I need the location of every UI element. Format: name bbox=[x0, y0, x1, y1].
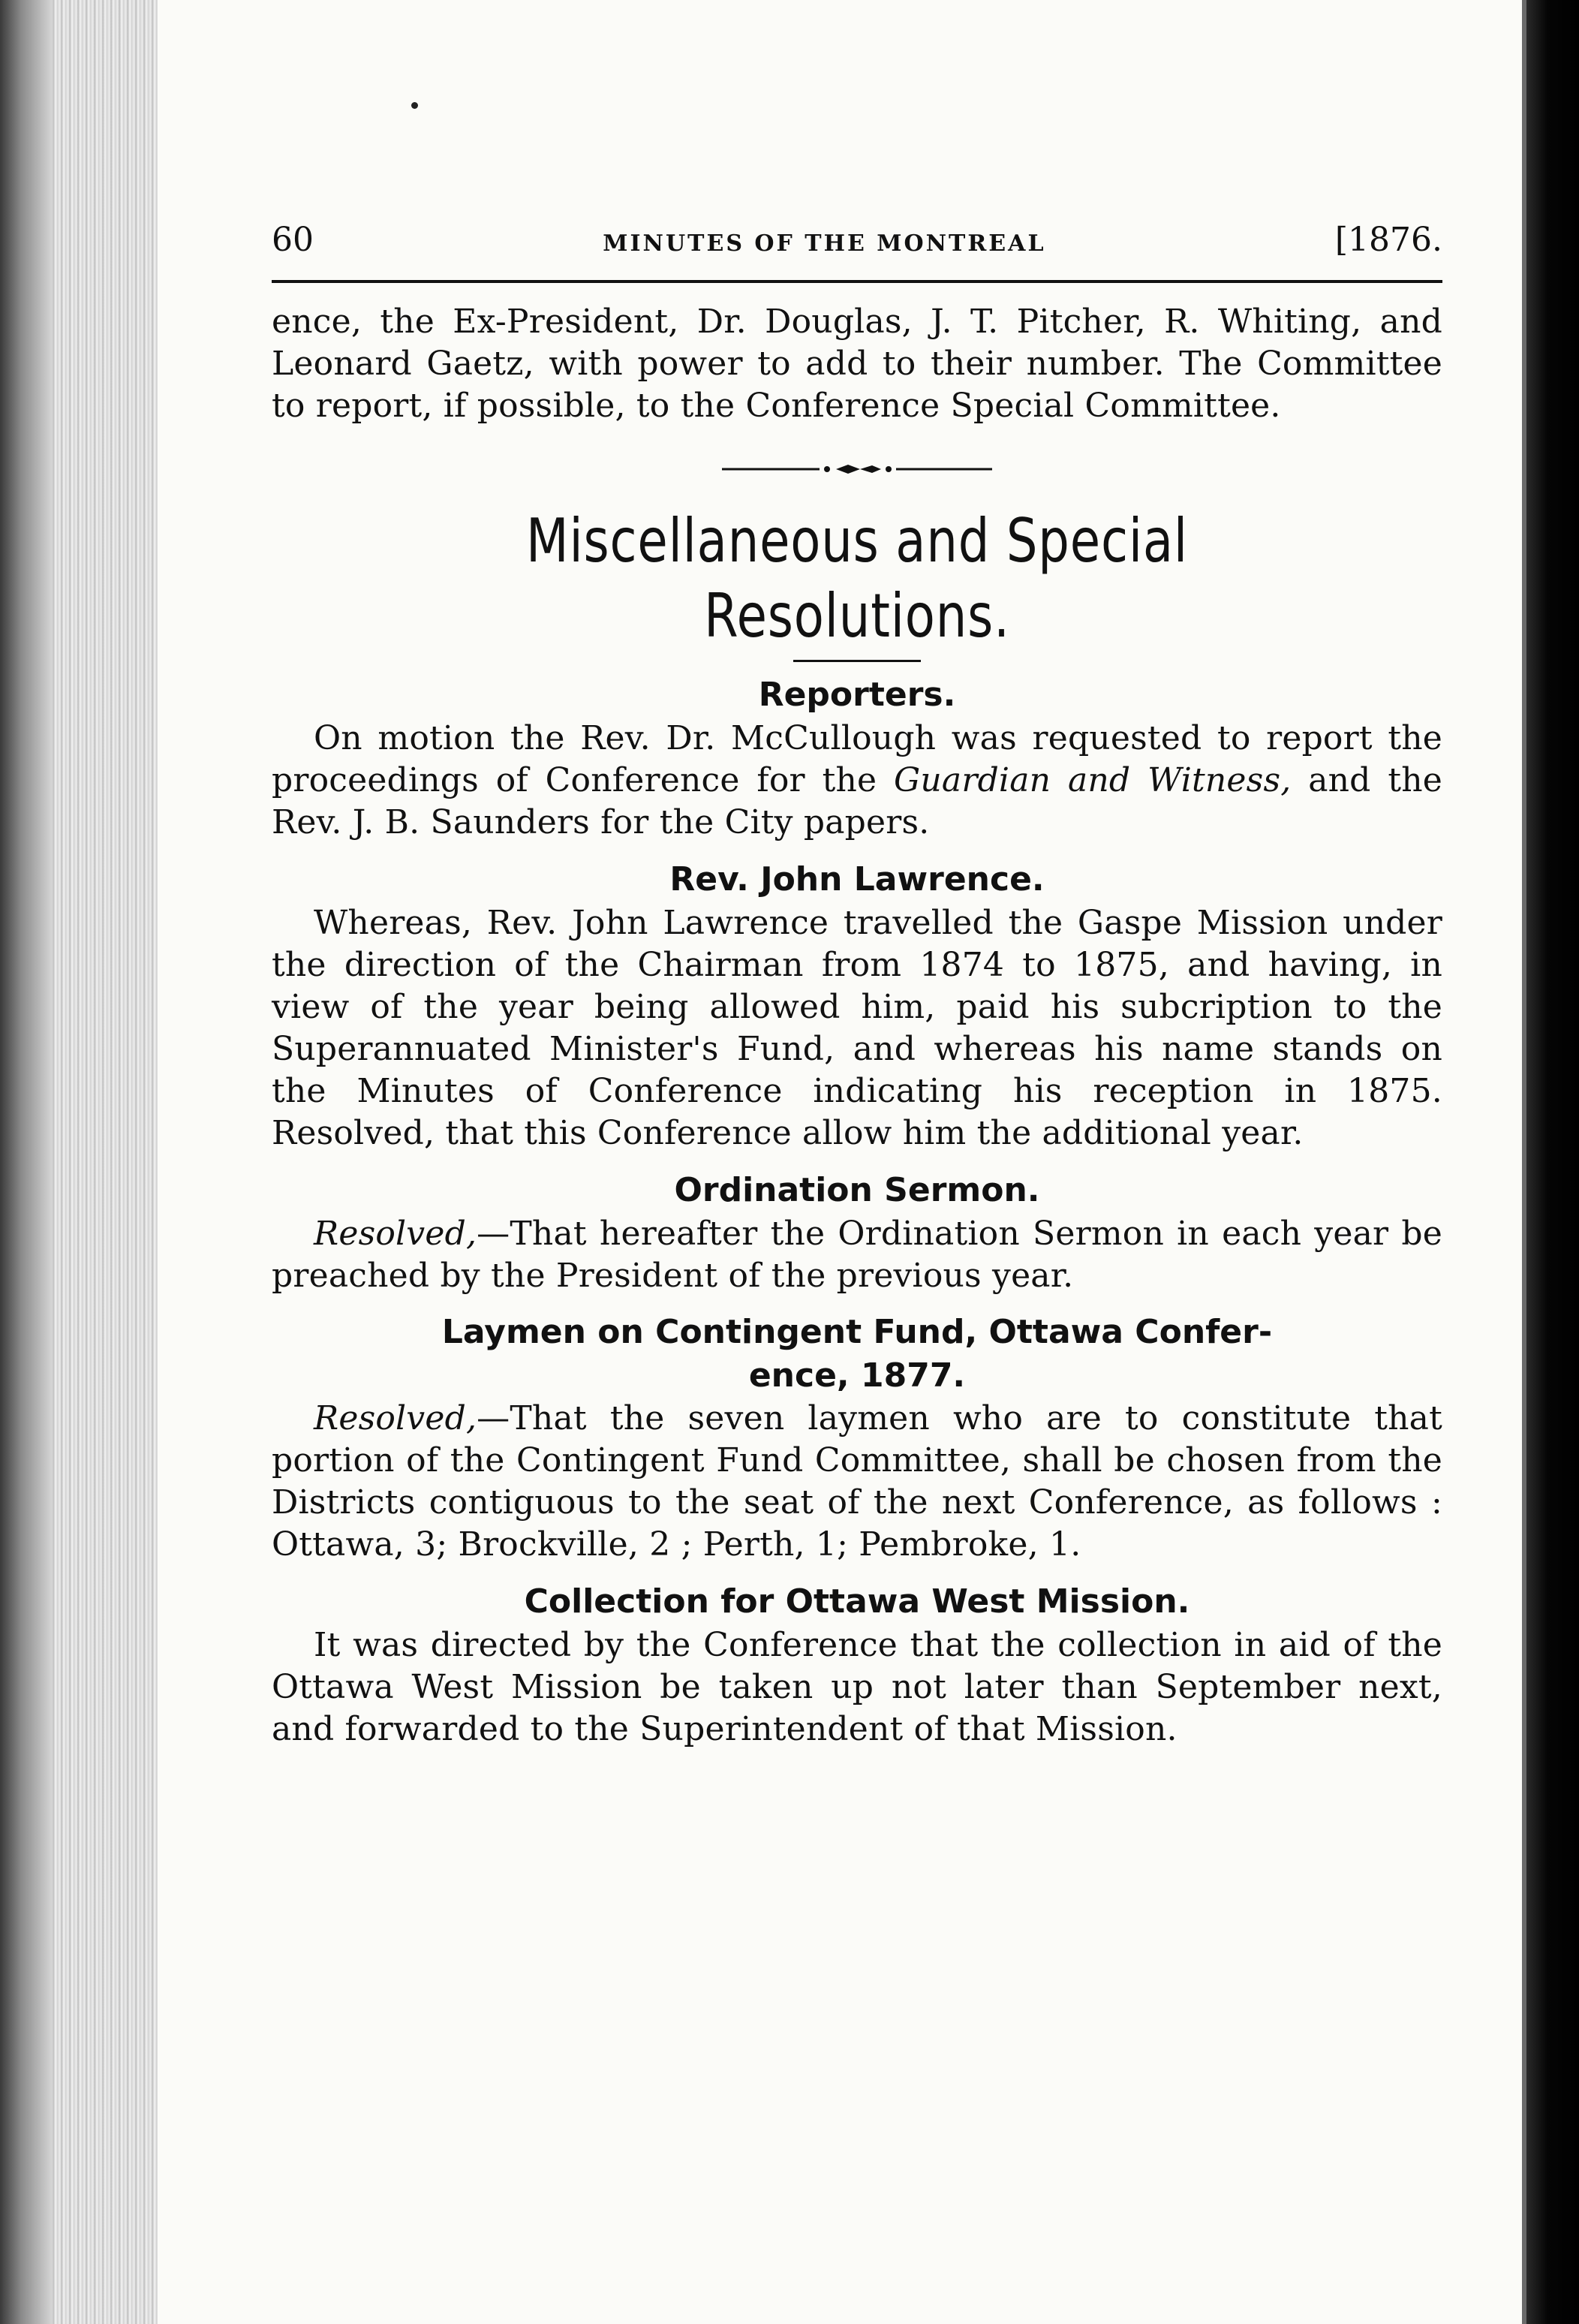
title-rule bbox=[793, 660, 921, 662]
heading-lawrence: Rev. John Lawrence. bbox=[669, 860, 1045, 899]
reporters-text-after: and the Rev. J. B. Saunders for the City papers. bbox=[272, 761, 1442, 841]
ordination-text: —That hereafter the Ordination Sermon in each year be preached by the President of the previous year. bbox=[272, 1215, 1442, 1295]
resolution-ottawa-west bbox=[272, 1579, 1442, 1751]
resolution-lawrence bbox=[272, 857, 1442, 1154]
heading-reporters: Reporters. bbox=[758, 676, 956, 714]
reporters-italic-papers: Guardian and Witness, bbox=[894, 761, 1292, 799]
text-ordination bbox=[272, 1213, 1442, 1297]
text-lawrence: Whereas, Rev. John Lawrence travelled the Gaspe Mission under the direction of the Chairman from 1874 to 1875, and having, in view of the year being allowed him, paid his subcription to the Superannuated Minister's Fund, and whereas his name stands on the Minutes of Conference indicating his reception in 1875. Resolved, that this Conference allow him the additional year. bbox=[272, 904, 1442, 1152]
heading-laymen bbox=[272, 1311, 1442, 1398]
running-year: [1876. bbox=[1334, 221, 1442, 259]
binding-shadow bbox=[1526, 0, 1579, 2324]
heading-laymen-line1: Laymen on Contingent Fund, Ottawa Confer- bbox=[441, 1313, 1273, 1351]
section-title: Miscellaneous and Special Resolutions. bbox=[526, 506, 1188, 651]
print-speck bbox=[411, 102, 418, 109]
page-content bbox=[272, 218, 1442, 1764]
text-laymen bbox=[272, 1398, 1442, 1566]
reporters-text-before: On motion the Rev. Dr. McCullough was requested to report the proceedings of Conference for the bbox=[272, 719, 1442, 799]
laymen-lead: Resolved, bbox=[314, 1399, 477, 1437]
text-reporters bbox=[272, 718, 1442, 844]
resolution-laymen bbox=[272, 1311, 1442, 1566]
heading-laymen-line2: ence, 1877. bbox=[748, 1356, 966, 1395]
ordination-lead: Resolved, bbox=[314, 1215, 477, 1253]
ornament-rule-icon bbox=[722, 462, 992, 477]
resolution-reporters bbox=[272, 673, 1442, 844]
page-number: 60 bbox=[272, 221, 314, 259]
text-ottawa-west: It was directed by the Conference that the collection in aid of the Ottawa West Mission be taken up not later than September next, and forwarded to the Superintendent of that Mission. bbox=[272, 1626, 1442, 1748]
resolution-ordination bbox=[272, 1168, 1442, 1297]
heading-ordination: Ordination Sermon. bbox=[674, 1171, 1040, 1209]
ornament-divider bbox=[272, 462, 1442, 477]
laymen-text: —That the seven laymen who are to constitute that portion of the Contingent Fund Committee, shall be chosen from the Districts contiguous to the seat of the next Conference, as follows : Ottawa, 3; Brockville, 2 ; Perth, 1; Pembroke, 1. bbox=[272, 1399, 1442, 1564]
continued-paragraph: ence, the Ex-President, Dr. Douglas, J. T. Pitcher, R. Whiting, and Leonard Gaetz, with power to add to their number. The Committee to report, if possible, to the Conference Special Committee. bbox=[272, 303, 1442, 425]
heading-ottawa-west: Collection for Ottawa West Mission. bbox=[524, 1582, 1190, 1621]
running-title: MINUTES OF THE MONTREAL bbox=[603, 230, 1046, 257]
running-head bbox=[272, 218, 1442, 283]
